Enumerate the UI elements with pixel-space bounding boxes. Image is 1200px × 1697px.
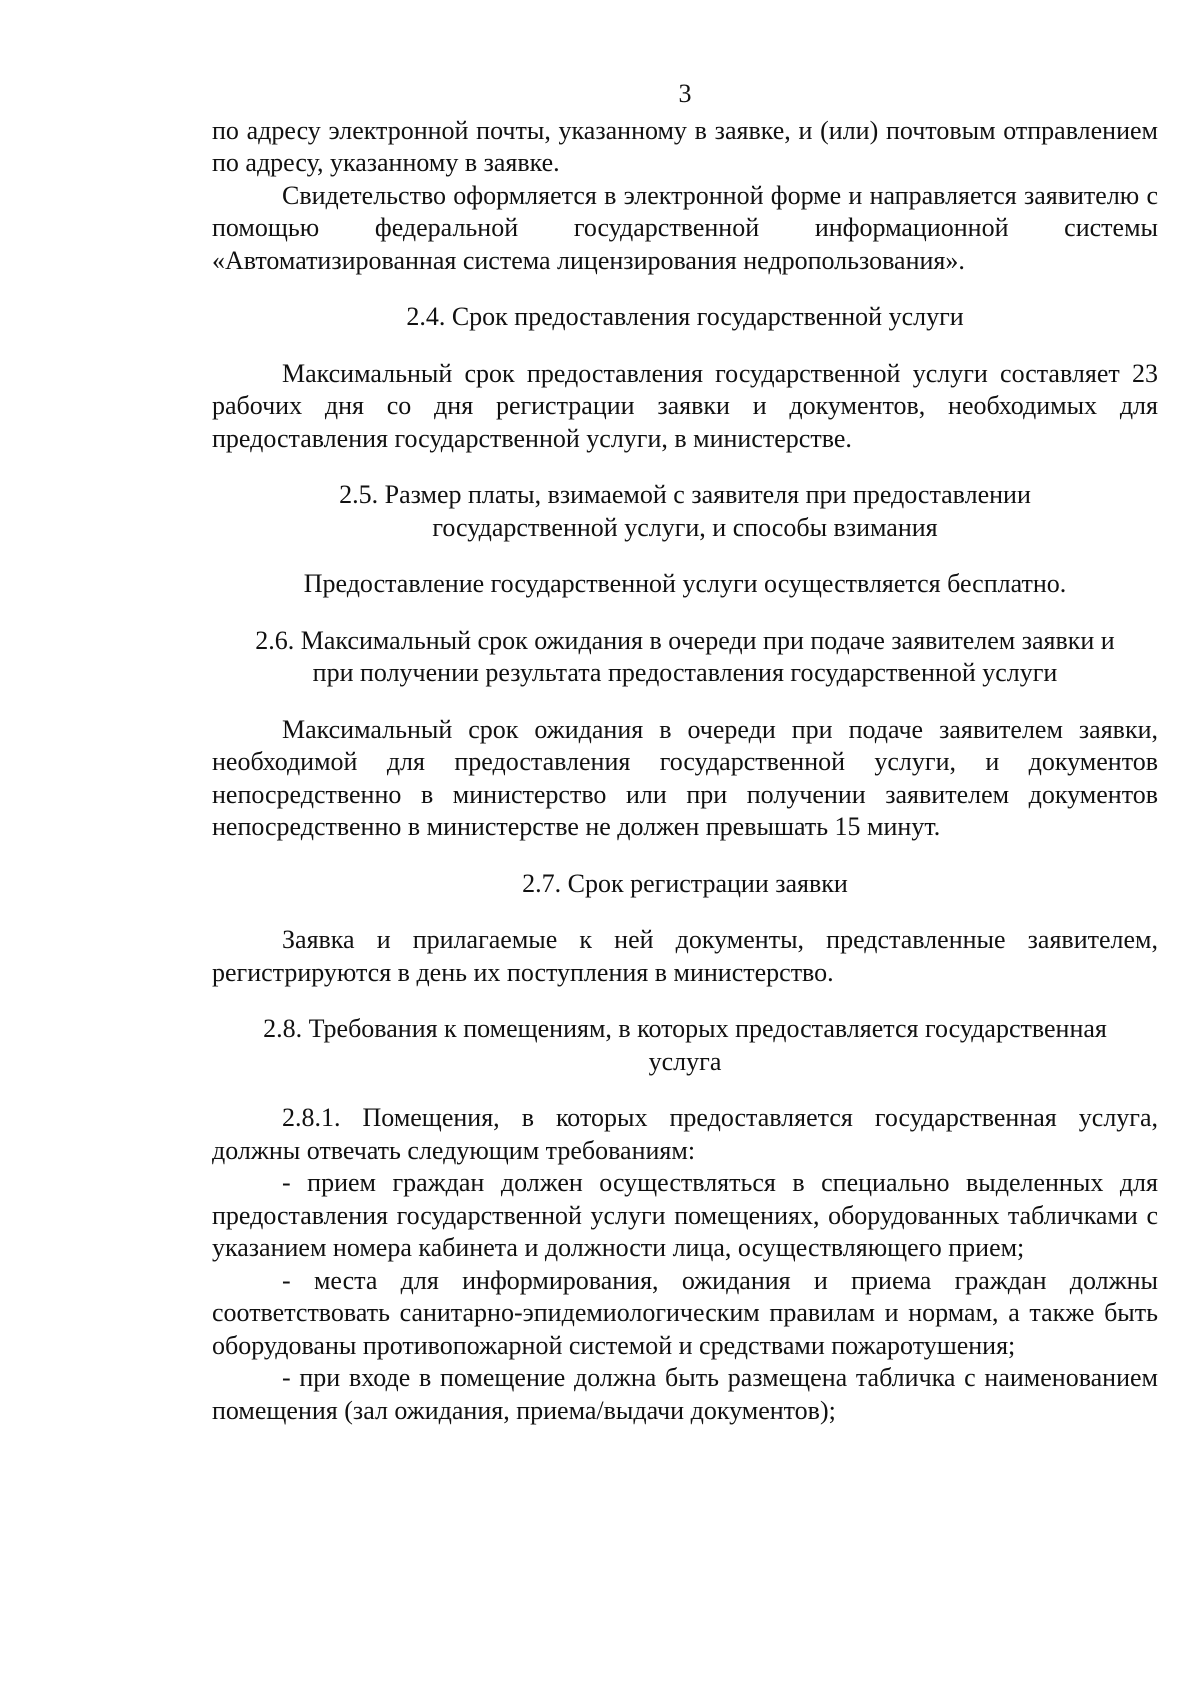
page-number: 3 xyxy=(678,79,692,108)
list-item-reception: - прием граждан должен осуществляться в специально выделенных для предоставления государственной услуги помещениях, оборудованных табличками с указанием номера кабинета и должности лица, осуществляющего прием; xyxy=(212,1168,1158,1262)
heading-2-8 xyxy=(212,1013,1158,1078)
heading-2-8-line-2: услуга xyxy=(648,1046,722,1076)
paragraph-max-term: Максимальный срок предоставления государственной услуги составляет 23 рабочих дня со дня регистрации заявки и документов, необходимых для предоставления государственной услуги, в министерстве. xyxy=(212,358,1158,453)
heading-2-4: 2.4. Срок предоставления государственной услуги xyxy=(406,302,964,331)
heading-2-8-line-1: 2.8. Требования к помещениям, в которых предоставляется государственная xyxy=(263,1014,1107,1043)
paragraph-premises-requirements: 2.8.1. Помещения, в которых предоставляется государственная услуга, должны отвечать следующим требованиям: xyxy=(212,1103,1158,1165)
heading-2-5-line-2: государственной услуги, и способы взимания xyxy=(432,512,938,542)
list-item-waiting-places: - места для информирования, ожидания и приема граждан должны соответствовать санитарно-эпидемиологическим правилам и нормам, а также быть оборудованы противопожарной системой и средствами пожаротушения; xyxy=(212,1265,1158,1360)
heading-2-6-line-2: при получении результата предоставления государственной услуги xyxy=(312,658,1058,687)
paragraph-certificate: Свидетельство оформляется в электронной форме и направляется заявителю с помощью федеральной государственной информационной системы «Автоматизированная система лицензирования недропользования». xyxy=(212,180,1158,275)
heading-2-6 xyxy=(212,625,1158,690)
heading-2-7: 2.7. Срок регистрации заявки xyxy=(522,868,848,898)
heading-2-5 xyxy=(212,479,1158,544)
paragraph-queue-time: Максимальный срок ожидания в очереди при подаче заявителем заявки, необходимой для предоставления государственной услуги, и документов непосредственно в министерство или при получении заявителем документов непосредственно в министерстве не должен превышать 15 минут. xyxy=(212,714,1158,841)
heading-2-5-line-1: 2.5. Размер платы, взимаемой с заявителя при предоставлении xyxy=(339,480,1031,509)
document-page xyxy=(212,78,1158,1427)
paragraph-free-of-charge: Предоставление государственной услуги осуществляется бесплатно. xyxy=(303,569,1067,598)
paragraph-registration: Заявка и прилагаемые к ней документы, представленные заявителем, регистрируются в день их поступления в министерство. xyxy=(212,925,1158,987)
list-item-entrance-sign: - при входе в помещение должна быть размещена табличка с наименованием помещения (зал ожидания, приема/выдачи документов); xyxy=(212,1363,1158,1425)
paragraph-email-delivery: по адресу электронной почты, указанному в заявке, и (или) почтовым отправлением по адресу, указанному в заявке. xyxy=(212,115,1158,177)
heading-2-6-line-1: 2.6. Максимальный срок ожидания в очереди при подаче заявителем заявки и xyxy=(255,625,1115,655)
